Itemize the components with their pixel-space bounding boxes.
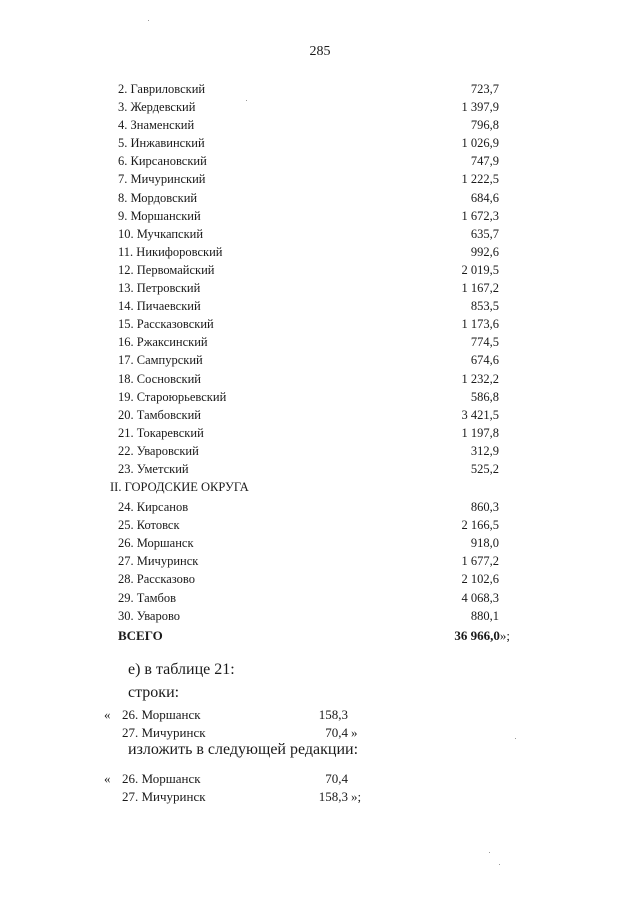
- row-name: 11. Никифоровский: [118, 244, 223, 259]
- row-name: 20. Тамбовский: [118, 407, 201, 422]
- row-value: 992,6: [470, 244, 499, 259]
- open-quote: «: [104, 771, 111, 786]
- old-lines-block: [0, 707, 640, 743]
- row-value: 635,7: [470, 226, 499, 241]
- row-value: 1 026,9: [461, 136, 499, 151]
- amendment-paragraph: е) в таблице 21:: [128, 661, 235, 678]
- row-name: 15. Рассказовский: [118, 317, 214, 332]
- table-row: [0, 243, 640, 261]
- budget-table: [0, 80, 640, 645]
- line-value: 70,4: [325, 725, 348, 740]
- row-name: 10. Мучкапский: [118, 226, 204, 241]
- row-name: 18. Сосновский: [118, 371, 201, 386]
- close-quote: »: [351, 725, 358, 740]
- line-value: 70,4: [325, 771, 348, 786]
- row-name: 19. Староюрьевский: [118, 389, 227, 404]
- table-row: [0, 388, 640, 406]
- table-row: [0, 225, 640, 243]
- table-row: [0, 279, 640, 297]
- table-row: [0, 80, 640, 98]
- table-row: [0, 207, 640, 225]
- row-name: 27. Мичуринск: [118, 554, 199, 569]
- table-row: [0, 297, 640, 315]
- row-value: 1 222,5: [461, 172, 499, 187]
- table-row: [0, 516, 640, 534]
- row-value: 525,2: [470, 461, 499, 476]
- row-value: 2 102,6: [461, 572, 499, 587]
- total-row: [0, 627, 640, 645]
- amended-line: [0, 707, 640, 725]
- table-row: [0, 170, 640, 188]
- page-number: 285: [309, 44, 331, 59]
- row-value: 1 197,8: [461, 425, 499, 440]
- row-value: 774,5: [470, 335, 499, 350]
- row-name: 14. Пичаевский: [118, 299, 201, 314]
- row-name: 23. Уметский: [118, 461, 189, 476]
- total-value: [454, 627, 510, 645]
- table-row: [0, 333, 640, 351]
- line-name: 26. Моршанск: [122, 707, 201, 722]
- row-name: 4. Знаменский: [118, 118, 195, 133]
- table-row: [0, 98, 640, 116]
- row-name: 7. Мичуринский: [118, 172, 206, 187]
- section-heading: [0, 478, 640, 498]
- row-value: 2 019,5: [461, 262, 499, 277]
- row-value: 4 068,3: [461, 590, 499, 605]
- row-value: 918,0: [470, 536, 499, 551]
- total-suffix: »;: [499, 627, 510, 643]
- district-rows: [0, 80, 640, 478]
- table-row: [0, 406, 640, 424]
- table-row: [0, 370, 640, 388]
- row-value: 1 232,2: [461, 371, 499, 386]
- row-name: 3. Жердевский: [118, 100, 196, 115]
- row-value: 880,1: [470, 608, 499, 623]
- table-row: [0, 534, 640, 552]
- table-row: [0, 134, 640, 152]
- scan-speck: [499, 864, 500, 865]
- row-value: 586,8: [470, 389, 499, 404]
- row-value: 1 397,9: [461, 100, 499, 115]
- row-value: 853,5: [470, 299, 499, 314]
- row-value: 1 677,2: [461, 554, 499, 569]
- line-name: 27. Мичуринск: [122, 725, 206, 740]
- lines-label: строки:: [128, 684, 180, 701]
- scan-speck: [148, 20, 149, 21]
- open-quote: «: [104, 707, 111, 722]
- row-name: 26. Моршанск: [118, 536, 194, 551]
- row-name: 12. Первомайский: [118, 262, 215, 277]
- total-amount: 36 966,0: [454, 627, 500, 643]
- line-name: 27. Мичуринск: [122, 789, 206, 804]
- row-name: 21. Токаревский: [118, 425, 204, 440]
- row-name: 2. Гавриловский: [118, 82, 206, 96]
- edit-instruction: изложить в следующей редакции:: [128, 741, 359, 758]
- table-row: [0, 460, 640, 478]
- scan-speck: [515, 738, 516, 739]
- table-row: [0, 152, 640, 170]
- row-name: 6. Кирсановский: [118, 154, 207, 169]
- total-label: ВСЕГО: [118, 627, 163, 643]
- row-name: 30. Уварово: [118, 608, 181, 623]
- row-value: 684,6: [470, 190, 499, 205]
- row-value: 723,7: [470, 82, 499, 96]
- city-district-rows: [0, 498, 640, 625]
- table-row: [0, 116, 640, 134]
- row-name: 22. Уваровский: [118, 443, 199, 458]
- section-heading-text: II. ГОРОДСКИЕ ОКРУГА: [110, 480, 249, 495]
- row-name: 28. Рассказово: [118, 572, 195, 587]
- row-value: 3 421,5: [461, 407, 499, 422]
- line-value: 158,3: [318, 789, 348, 804]
- row-value: 1 672,3: [461, 208, 499, 223]
- row-name: 16. Ржаксинский: [118, 335, 208, 350]
- line-name: 26. Моршанск: [122, 771, 201, 786]
- table-row: [0, 424, 640, 442]
- row-value: 860,3: [470, 500, 499, 515]
- amended-line: [0, 771, 640, 789]
- row-name: 13. Петровский: [118, 281, 201, 296]
- table-row: [0, 552, 640, 570]
- close-quote: »;: [351, 789, 362, 804]
- row-value: 674,6: [470, 353, 499, 368]
- row-name: 5. Инжавинский: [118, 136, 205, 151]
- scan-speck: [489, 852, 490, 853]
- table-row: [0, 570, 640, 588]
- new-lines-block: [0, 771, 640, 807]
- table-row: [0, 351, 640, 369]
- row-name: 29. Тамбов: [118, 590, 177, 605]
- row-value: 1 167,2: [461, 281, 499, 296]
- row-name: 17. Сампурский: [118, 353, 203, 368]
- line-value: 158,3: [318, 707, 348, 722]
- table-row: [0, 442, 640, 460]
- table-row: [0, 261, 640, 279]
- row-name: 8. Мордовский: [118, 190, 198, 205]
- row-value: 2 166,5: [461, 518, 499, 533]
- row-value: 1 173,6: [461, 317, 499, 332]
- row-value: 312,9: [470, 443, 499, 458]
- row-value: 796,8: [470, 118, 499, 133]
- row-name: 25. Котовск: [118, 518, 180, 533]
- row-value: 747,9: [470, 154, 499, 169]
- table-row: [0, 189, 640, 207]
- row-name: 24. Кирсанов: [118, 500, 189, 515]
- scan-speck: [246, 100, 247, 101]
- table-row: [0, 589, 640, 607]
- table-row: [0, 498, 640, 516]
- table-row: [0, 607, 640, 625]
- amended-line: [0, 789, 640, 807]
- table-row: [0, 315, 640, 333]
- row-name: 9. Моршанский: [118, 208, 201, 223]
